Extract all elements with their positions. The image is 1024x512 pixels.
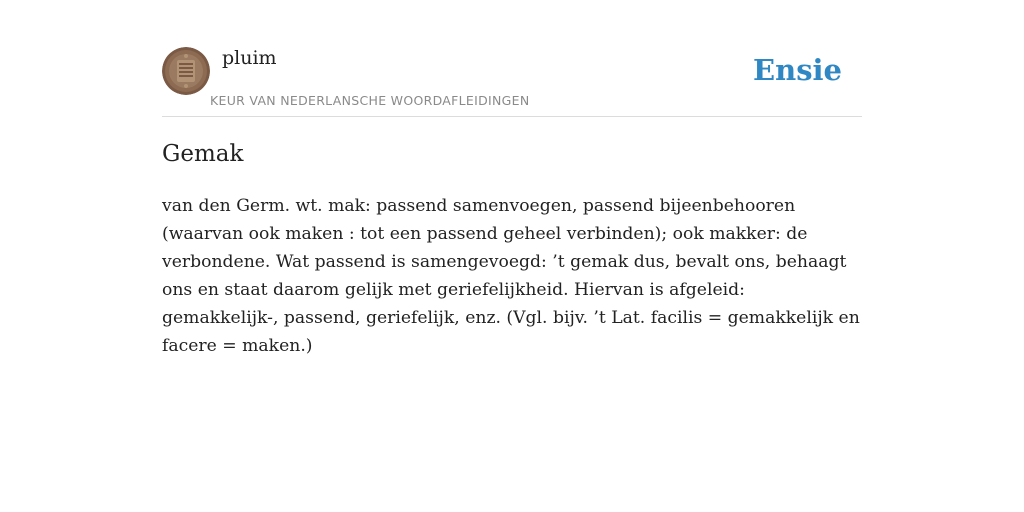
avatar[interactable]: [162, 47, 210, 95]
source-label[interactable]: KEUR VAN NEDERLANSCHE WOORDAFLEIDINGEN: [210, 93, 530, 108]
entry-card: [162, 0, 862, 356]
username[interactable]: pluim: [222, 47, 277, 69]
definition-text: van den Germ. wt. mak: passend samenvoegen, passend bijeenbehooren (waarvan ook maken : tot een passend geheel verbinden); ook makker: de verbondene. Wat passend is samengevoegd: ’t gemak dus, bevalt ons, behaagt ons en staat daarom gelijk met geriefelijkheid. Hiervan is afgeleid: gemakkelijk-, passend, geriefelijk, enz. (Vgl. bijv. ’t Lat. facilis = gemakkelijk en facere = maken.): [162, 196, 860, 356]
page-title: Gemak: [162, 141, 244, 167]
medal-avatar-icon: [162, 47, 210, 95]
entry-header: [162, 0, 862, 117]
brand-logo[interactable]: Ensie: [753, 53, 842, 87]
